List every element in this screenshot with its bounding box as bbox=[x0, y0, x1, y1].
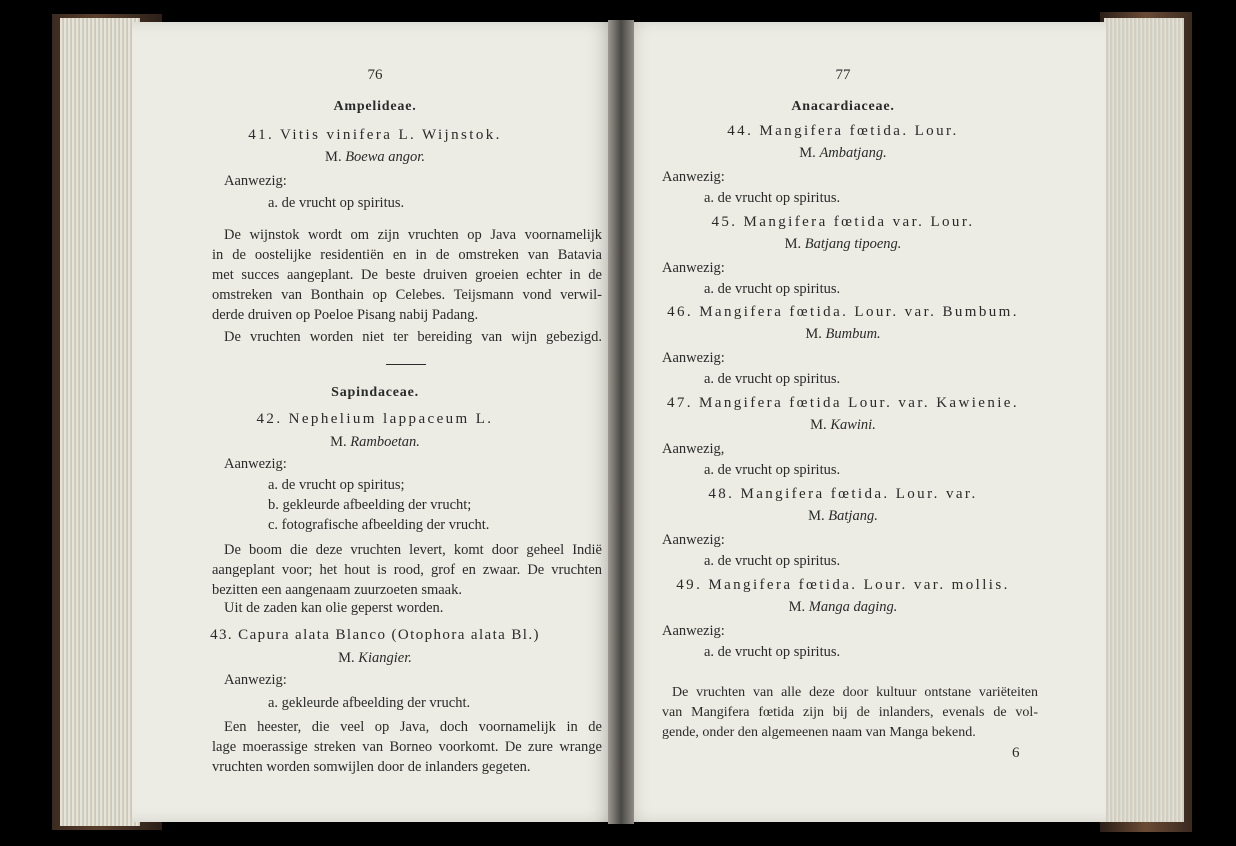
family-heading: Sapindaceae. bbox=[331, 385, 419, 400]
paragraph-line: De wijnstok wordt om zijn vruchten op Java voornamelijk bbox=[224, 227, 602, 243]
paragraph-line: De boom die deze vruchten levert, komt door geheel Indië bbox=[224, 542, 602, 558]
local-name: M. Kawini. bbox=[810, 417, 876, 433]
paragraph-line: bezitten een aangenaam zuurzoeten smaak. bbox=[212, 582, 462, 598]
family-heading: Ampelideae. bbox=[333, 99, 417, 114]
paragraph-line: in de oostelijke residentiën en in de omstreken van Batavia bbox=[212, 247, 602, 263]
paragraph-line: derde druiven op Poeloe Pisang nabij Padang. bbox=[212, 307, 479, 323]
specimen-item: a. de vrucht op spiritus; bbox=[268, 477, 405, 493]
specimen-item: a. de vrucht op spiritus. bbox=[704, 371, 841, 387]
specimen-item: a. de vrucht op spiritus. bbox=[268, 195, 405, 211]
species-heading: 41. Vitis vinifera L. Wijnstok. bbox=[248, 127, 502, 143]
local-name: M. Batjang tipoeng. bbox=[784, 236, 902, 252]
section-divider bbox=[386, 364, 426, 365]
paragraph-line: van Mangifera fœtida zijn bij de inlanders, evenals de vol- bbox=[662, 705, 1038, 720]
specimen-item: a. de vrucht op spiritus. bbox=[704, 190, 841, 206]
local-name: M. Boewa angor. bbox=[325, 149, 425, 165]
paragraph-line: Een heester, die veel op Java, doch voornamelijk in de bbox=[224, 719, 602, 735]
local-name: M. Bumbum. bbox=[805, 326, 881, 342]
species-heading: 45. Mangifera fœtida var. Lour. bbox=[711, 214, 975, 230]
species-heading: 43. Capura alata Blanco (Otophora alata Bl.) bbox=[210, 627, 540, 643]
local-name: M. Batjang. bbox=[808, 508, 878, 524]
book-gutter bbox=[608, 20, 634, 824]
paragraph-line: met succes aangeplant. De beste druiven groeien echter in de bbox=[212, 267, 602, 283]
local-name: M. Manga daging. bbox=[788, 599, 898, 615]
aanwezig-label: Aanwezig: bbox=[224, 456, 287, 472]
paragraph-line: aangeplant voor; het hout is rood, grof en zwaar. De vruchten bbox=[212, 562, 602, 578]
right-page bbox=[618, 22, 1106, 822]
aanwezig-label: Aanwezig: bbox=[662, 350, 725, 366]
aanwezig-label: Aanwezig: bbox=[662, 169, 725, 185]
left-page bbox=[132, 22, 618, 822]
local-name: M. Ramboetan. bbox=[330, 434, 420, 450]
species-heading: 47. Mangifera fœtida Lour. var. Kawienie. bbox=[666, 395, 1020, 411]
aanwezig-label: Aanwezig: bbox=[662, 260, 725, 276]
page-number: 76 bbox=[367, 67, 383, 83]
species-heading: 49. Mangifera fœtida. Lour. var. mollis. bbox=[676, 577, 1010, 593]
specimen-item: c. fotografische afbeelding der vrucht. bbox=[268, 517, 490, 533]
specimen-item: a. de vrucht op spiritus. bbox=[704, 462, 841, 478]
specimen-item: a. gekleurde afbeelding der vrucht. bbox=[268, 695, 471, 711]
species-heading: 44. Mangifera fœtida. Lour. bbox=[727, 123, 959, 139]
specimen-item: b. gekleurde afbeelding der vrucht; bbox=[268, 497, 472, 513]
paragraph-line: Uit de zaden kan olie geperst worden. bbox=[224, 600, 444, 616]
specimen-item: a. de vrucht op spiritus. bbox=[704, 281, 841, 297]
paragraph-line: lage moerassige streken van Borneo voorkomt. De zure wrange bbox=[212, 739, 602, 755]
family-heading: Anacardiaceae. bbox=[791, 99, 895, 114]
page-number: 77 bbox=[835, 67, 851, 83]
signature-mark: 6 bbox=[1012, 745, 1020, 761]
paragraph-line: De vruchten worden niet ter bereiding van wijn gebezigd. bbox=[224, 329, 602, 345]
paragraph-line: omstreken van Bonthain op Celebes. Teijsmann vond verwil- bbox=[212, 287, 602, 303]
species-heading: 48. Mangifera fœtida. Lour. var. bbox=[708, 486, 978, 502]
specimen-item: a. de vrucht op spiritus. bbox=[704, 644, 841, 660]
aanwezig-label: Aanwezig: bbox=[224, 173, 287, 189]
local-name: M. Kiangier. bbox=[338, 650, 412, 666]
local-name: M. Ambatjang. bbox=[799, 145, 887, 161]
paragraph-line: vruchten worden somwijlen door de inlanders gegeten. bbox=[212, 759, 531, 775]
paragraph-line: De vruchten van alle deze door kultuur ontstane variëteiten bbox=[672, 685, 1038, 700]
page-edges-right bbox=[1104, 18, 1184, 822]
species-heading: 42. Nephelium lappaceum L. bbox=[256, 411, 494, 427]
page-edges-left bbox=[60, 18, 140, 826]
aanwezig-label: Aanwezig, bbox=[662, 441, 725, 457]
paragraph-line: gende, onder den algemeenen naam van Manga bekend. bbox=[662, 725, 976, 740]
species-heading: 46. Mangifera fœtida. Lour. var. Bumbum. bbox=[667, 304, 1019, 320]
specimen-item: a. de vrucht op spiritus. bbox=[704, 553, 841, 569]
aanwezig-label: Aanwezig: bbox=[224, 672, 287, 688]
aanwezig-label: Aanwezig: bbox=[662, 532, 725, 548]
aanwezig-label: Aanwezig: bbox=[662, 623, 725, 639]
